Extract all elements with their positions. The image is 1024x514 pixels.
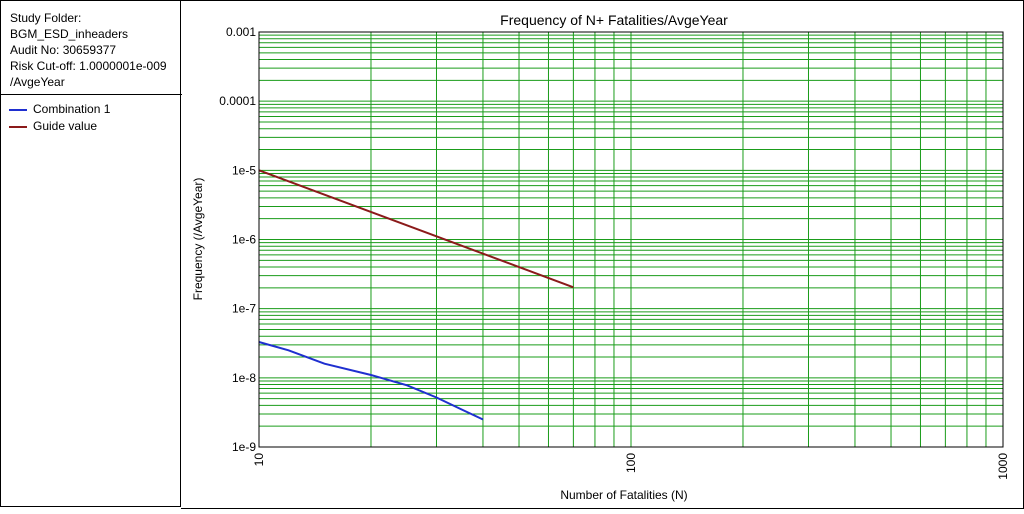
risk-cutoff: Risk Cut-off: 1.0000001e-009 bbox=[10, 59, 167, 73]
y-tick-label: 1e-6 bbox=[231, 232, 256, 247]
x-tick-label: 10 bbox=[252, 453, 266, 467]
grid-lines bbox=[259, 32, 1003, 447]
legend-swatch-combination-1 bbox=[9, 109, 27, 111]
left-panel bbox=[0, 0, 181, 507]
legend-swatch-guide-value bbox=[9, 126, 27, 128]
legend-label-combination-1: Combination 1 bbox=[33, 102, 111, 116]
study-folder-name: BGM_ESD_inheaders bbox=[10, 27, 129, 41]
y-tick-label: 0.0001 bbox=[219, 94, 256, 109]
legend-item-guide-value[interactable] bbox=[1, 118, 182, 135]
y-axis-label: Frequency (/AvgeYear) bbox=[191, 177, 205, 301]
fn-curve-chart bbox=[181, 1, 1023, 509]
legend-item-combination-1[interactable] bbox=[1, 101, 182, 118]
audit-number: Audit No: 30659377 bbox=[10, 43, 117, 57]
legend bbox=[1, 101, 182, 135]
x-axis-label: Number of Fatalities (N) bbox=[560, 488, 688, 502]
series-line-guide-value bbox=[259, 170, 573, 287]
y-tick-label: 1e-9 bbox=[231, 440, 256, 454]
series-lines bbox=[259, 170, 573, 419]
legend-label-guide-value: Guide value bbox=[33, 119, 98, 133]
x-tick-label: 1000 bbox=[996, 453, 1010, 480]
chart-title: Frequency of N+ Fatalities/AvgeYear bbox=[500, 12, 728, 28]
y-tick-label: 1e-5 bbox=[231, 163, 256, 178]
y-tick-label: 1e-7 bbox=[231, 301, 256, 316]
study-info-box bbox=[1, 1, 182, 95]
study-folder-label: Study Folder: bbox=[10, 11, 82, 25]
y-tick-label: 1e-8 bbox=[231, 370, 256, 385]
risk-cutoff-unit: /AvgeYear bbox=[10, 75, 65, 89]
x-tick-label: 100 bbox=[624, 453, 638, 474]
chart-area bbox=[181, 0, 1024, 509]
y-tick-label: 0.001 bbox=[225, 25, 256, 39]
